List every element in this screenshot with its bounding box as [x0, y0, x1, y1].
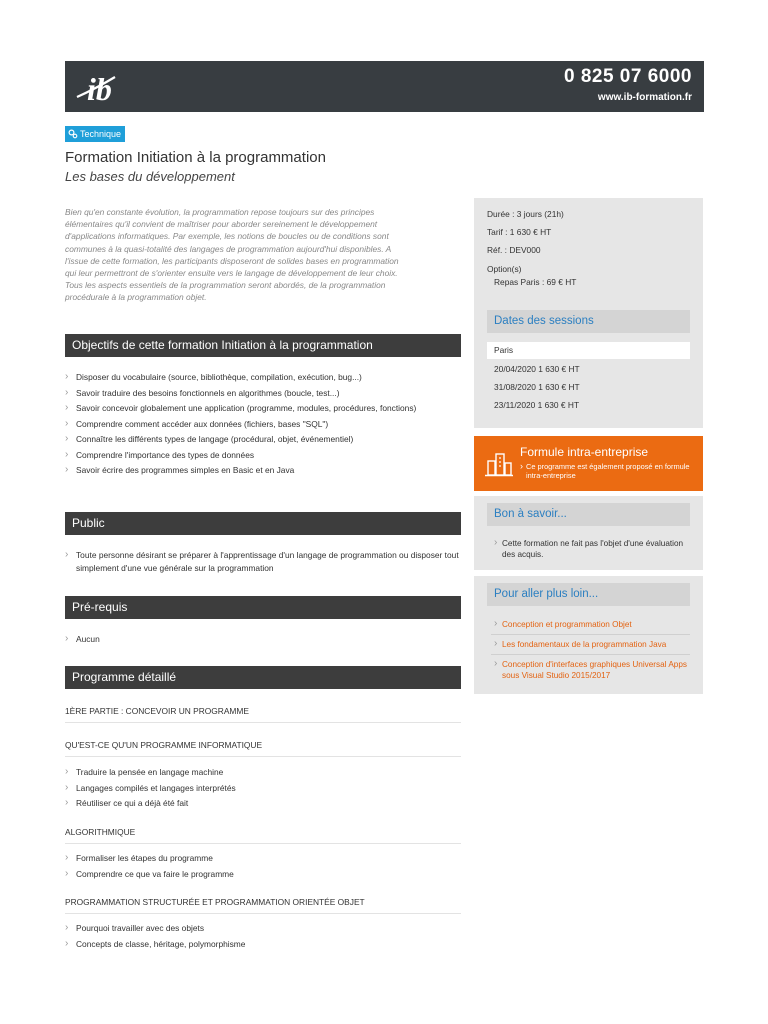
- list-item: › Réutiliser ce qui a déjà été fait: [65, 797, 461, 810]
- page-subtitle: Les bases du développement: [65, 169, 235, 184]
- intra-entreprise-title: Formule intra-entreprise: [520, 445, 649, 459]
- programme-section-title: PROGRAMMATION STRUCTURÉE ET PROGRAMMATION ORIENTÉE OBJET: [65, 897, 461, 914]
- related-course-link[interactable]: › Les fondamentaux de la programmation Java: [502, 639, 692, 650]
- options-label: Option(s): [487, 264, 522, 274]
- intro-line: l'issue de cette formation, les participants disposeront de solides bases en programmation: [65, 255, 399, 266]
- list-item: › Savoir traduire des besoins fonctionnels en algorithmes (boucle, test...): [65, 387, 461, 400]
- divider: [491, 654, 690, 655]
- list-item: › Connaître les différents types de langage (procédural, objet, événementiel): [65, 433, 461, 446]
- objectifs-list: [65, 371, 461, 480]
- intro-line: Bien qu'en constante évolution, la programmation repose toujours sur des principes: [65, 207, 375, 217]
- programme-section-list: [65, 766, 461, 813]
- list-item: › Comprendre ce que va faire le programme: [65, 868, 461, 881]
- list-item: › Disposer du vocabulaire (source, bibliothèque, compilation, exécution, bug...): [65, 371, 461, 384]
- list-item: › Comprendre comment accéder aux données (fichiers, bases "SQL"): [65, 418, 461, 431]
- price-text: Tarif : 1 630 € HT: [487, 227, 552, 237]
- programme-section-title: ALGORITHMIQUE: [65, 827, 461, 844]
- duration-text: Durée : 3 jours (21h): [487, 209, 564, 219]
- divider: [491, 634, 690, 635]
- intra-entreprise-text: › Ce programme est également proposé en formule intra-entreprise: [526, 463, 696, 480]
- programme-heading: Programme détaillé: [65, 666, 461, 689]
- intro-line: procédurale à la programmation objet.: [65, 292, 207, 303]
- related-course-link[interactable]: › Conception d'interfaces graphiques Universal Apps sous Visual Studio 2015/2017: [502, 659, 692, 681]
- session-row[interactable]: 20/04/2020 1 630 € HT: [494, 364, 580, 374]
- intro-text: [65, 206, 462, 304]
- session-city: Paris: [487, 342, 690, 359]
- ib-logo: [75, 67, 135, 107]
- session-row[interactable]: 31/08/2020 1 630 € HT: [494, 382, 580, 392]
- prerequis-heading: Pré-requis: [65, 596, 461, 619]
- svg-text:ib: ib: [87, 71, 112, 107]
- list-item: › Savoir écrire des programmes simples en Basic et en Java: [65, 464, 461, 477]
- category-tag[interactable]: [65, 126, 125, 142]
- intro-line: qui leur permettront de s'orienter ensuite vers le langage de développement de leur choix.: [65, 268, 398, 279]
- programme-section-list: [65, 852, 461, 883]
- buildings-icon: [485, 451, 513, 477]
- list-item: › Traduire la pensée en langage machine: [65, 766, 461, 779]
- objectifs-heading: Objectifs de cette formation Initiation à la programmation: [65, 334, 461, 357]
- intro-line: communes à la quasi-totalité des langages de programmation aujourd'hui disponibles. A: [65, 243, 392, 254]
- info-panel: [474, 198, 703, 428]
- reference-text: Réf. : DEV000: [487, 245, 541, 255]
- list-item: › Formaliser les étapes du programme: [65, 852, 461, 865]
- list-item: › Aucun: [65, 633, 461, 646]
- public-list: [65, 549, 461, 577]
- list-item: › Toute personne désirant se préparer à l'apprentissage d'un langage de programmation ou disposer tout simplement d'une vue générale sur la programmation: [65, 549, 461, 574]
- website-link[interactable]: www.ib-formation.fr: [597, 92, 692, 103]
- list-item: › Savoir concevoir globalement une application (programme, modules, procédures, fonctions): [65, 402, 435, 415]
- programme-part-title: 1ÈRE PARTIE : CONCEVOIR UN PROGRAMME: [65, 706, 461, 723]
- intro-line: élémentaires qu'il convient de maîtriser pour aborder sereinement le développement: [65, 219, 378, 230]
- phone-number: 0 825 07 6000: [563, 66, 692, 87]
- list-item: › Pourquoi travailler avec des objets: [65, 922, 461, 935]
- good-to-know-panel: [474, 496, 703, 570]
- page-title: Formation Initiation à la programmation: [65, 149, 326, 166]
- category-tag-label: Technique: [80, 129, 122, 139]
- related-courses-panel: [474, 576, 703, 694]
- good-to-know-heading: Bon à savoir...: [487, 503, 690, 526]
- sessions-heading: Dates des sessions: [487, 310, 690, 333]
- intra-entreprise-banner[interactable]: [474, 436, 703, 491]
- meal-option-text: Repas Paris : 69 € HT: [494, 277, 577, 287]
- prerequis-list: [65, 633, 461, 649]
- programme-section-title: QU'EST-CE QU'UN PROGRAMME INFORMATIQUE: [65, 740, 461, 757]
- session-row[interactable]: 23/11/2020 1 630 € HT: [494, 400, 580, 410]
- list-item: › Langages compilés et langages interprétés: [65, 782, 461, 795]
- programme-section-list: [65, 922, 461, 953]
- list-item: › Concepts de classe, héritage, polymorphisme: [65, 938, 461, 951]
- intro-line: Tous les aspects essentiels de la programmation seront abordés, de la programmation: [65, 280, 386, 291]
- related-courses-heading: Pour aller plus loin...: [487, 583, 690, 606]
- list-item: › Comprendre l'importance des types de données: [65, 449, 461, 462]
- intro-line: d'applications informatiques. Par exemple, les notions de boucles ou de conditions sont: [65, 231, 389, 242]
- gears-icon: [68, 129, 78, 139]
- page-header: [65, 61, 704, 112]
- related-course-link[interactable]: › Conception et programmation Objet: [502, 619, 692, 630]
- public-heading: Public: [65, 512, 461, 535]
- good-to-know-text: › Cette formation ne fait pas l'objet d'une évaluation des acquis.: [502, 538, 688, 560]
